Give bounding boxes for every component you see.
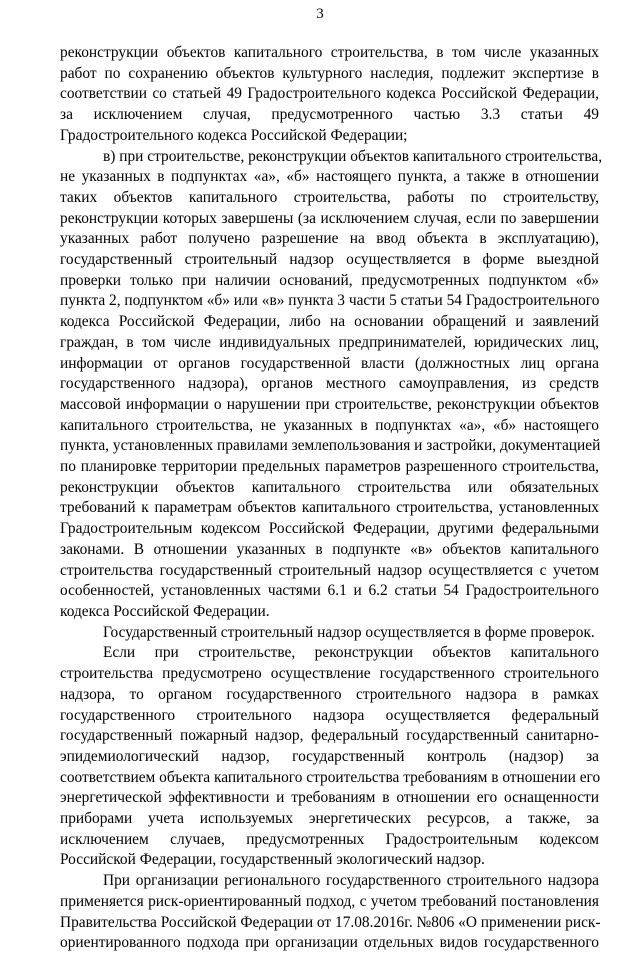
text-line: Градостроительного кодекса Российской Федерации; [60,126,408,144]
text-line: соответствии со статьей 49 Градостроительного кодекса Российской Федерации, [60,85,599,103]
text-line: ориентированного подхода при организации отдельных видов государственного [60,934,599,952]
text-line: строительства государственный строительный надзор осуществляется с учетом [60,561,599,579]
text-line: реконструкции объектов капитального строительства или обязательных [60,478,599,496]
text-line: информации от органов государственной власти (должностных лиц органа [60,354,599,372]
text-line: Правительства Российской Федерации от 17.08.2016г. №806 «О применении риск- [60,913,601,931]
text-line: государственный пожарный надзор, федеральный государственный санитарно- [60,727,599,745]
text-line: кодекса Российской Федерации, либо на основании обращений и заявлений [60,313,599,331]
text-line: указанных работ получено разрешение на ввод объекта в эксплуатацию), [60,230,599,248]
text-line: законами. В отношении указанных в подпункте «в» объектов капитального [60,540,599,558]
text-line: Российской Федерации, государственный экологический надзор. [60,851,485,869]
paragraph [60,643,599,871]
text-line: Если при строительстве, реконструкции объектов капитального [103,644,599,662]
text-line: проверки только при наличии оснований, предусмотренных подпунктом «б» [60,271,599,289]
text-line: Градостроительным кодексом Российской Федерации, другими федеральными [60,520,599,538]
text-line: энергетической эффективности и требованиям в отношении его оснащенности [60,789,599,807]
document-body [60,43,603,954]
text-line: реконструкции объектов капитального строительства, в том числе указанных [60,44,599,61]
text-line: соответствием объекта капитального строительства требованиям в отношении его [60,768,601,786]
text-line: надзора, то органом государственного строительного надзора в рамках [60,685,599,703]
text-line: не указанных в подпунктах «а», «б» настоящего пункта, а также в отношении [60,168,599,186]
text-line: кодекса Российской Федерации. [60,602,270,620]
text-line: работ по сохранению объектов культурного наследия, подлежит экспертизе в [60,64,599,82]
text-line: таких объектов капитального строительства, работы по строительству, [60,188,599,206]
page-number: 3 [316,6,324,22]
text-line: пункта 2, подпунктом «б» или «в» пункта 3 части 5 статьи 54 Градостроительного [60,292,600,310]
text-line: государственный строительный надзор осуществляется в форме выездной [60,251,599,269]
text-line: приборами учета используемых энергетических ресурсов, а также, за [60,810,599,828]
text-line: применяется риск-ориентированный подход, с учетом требований постановления [60,892,599,910]
text-line: Государственный строительный надзор осуществляется в форме проверок. [103,623,595,641]
text-line: государственного строительного надзора осуществляется федеральный [60,706,599,724]
text-line: за исключением случая, предусмотренного частью 3.3 статьи 49 [60,106,599,124]
text-line: При организации регионального государственного строительного надзора [103,872,599,890]
text-line: в) при строительстве, реконструкции объектов капитального строительства, [103,147,603,165]
text-line: исключением случаев, предусмотренных Градостроительным кодексом [60,830,599,848]
text-line: особенностей, установленных частями 6.1 и 6.2 статьи 54 Градостроительного [60,582,599,600]
text-line: реконструкции которых завершены (за исключением случая, если по завершении [60,209,599,227]
paragraph [60,871,599,954]
text-line: государственного надзора), органов местного самоуправления, из средств [60,375,599,393]
text-line: требований к параметрам объектов капитального строительства, установленных [60,499,599,517]
paragraph [60,43,599,147]
paragraph [60,623,599,644]
paragraph [60,147,603,623]
text-line: по планировке территории предельных параметров разрешенного строительства, [60,458,599,476]
text-line: массовой информации о нарушении при строительстве, реконструкции объектов [60,395,599,413]
text-line: пункта, установленных правилами землепользования и застройки, документацией [60,437,601,455]
text-line: эпидемиологический надзор, государственный контроль (надзор) за [60,747,599,765]
text-line: граждан, в том числе индивидуальных предпринимателей, юридических лиц, [60,333,599,351]
text-line: капитального строительства, не указанных в подпунктах «а», «б» настоящего [60,416,599,434]
text-line: строительства предусмотрено осуществление государственного строительного [60,665,599,683]
